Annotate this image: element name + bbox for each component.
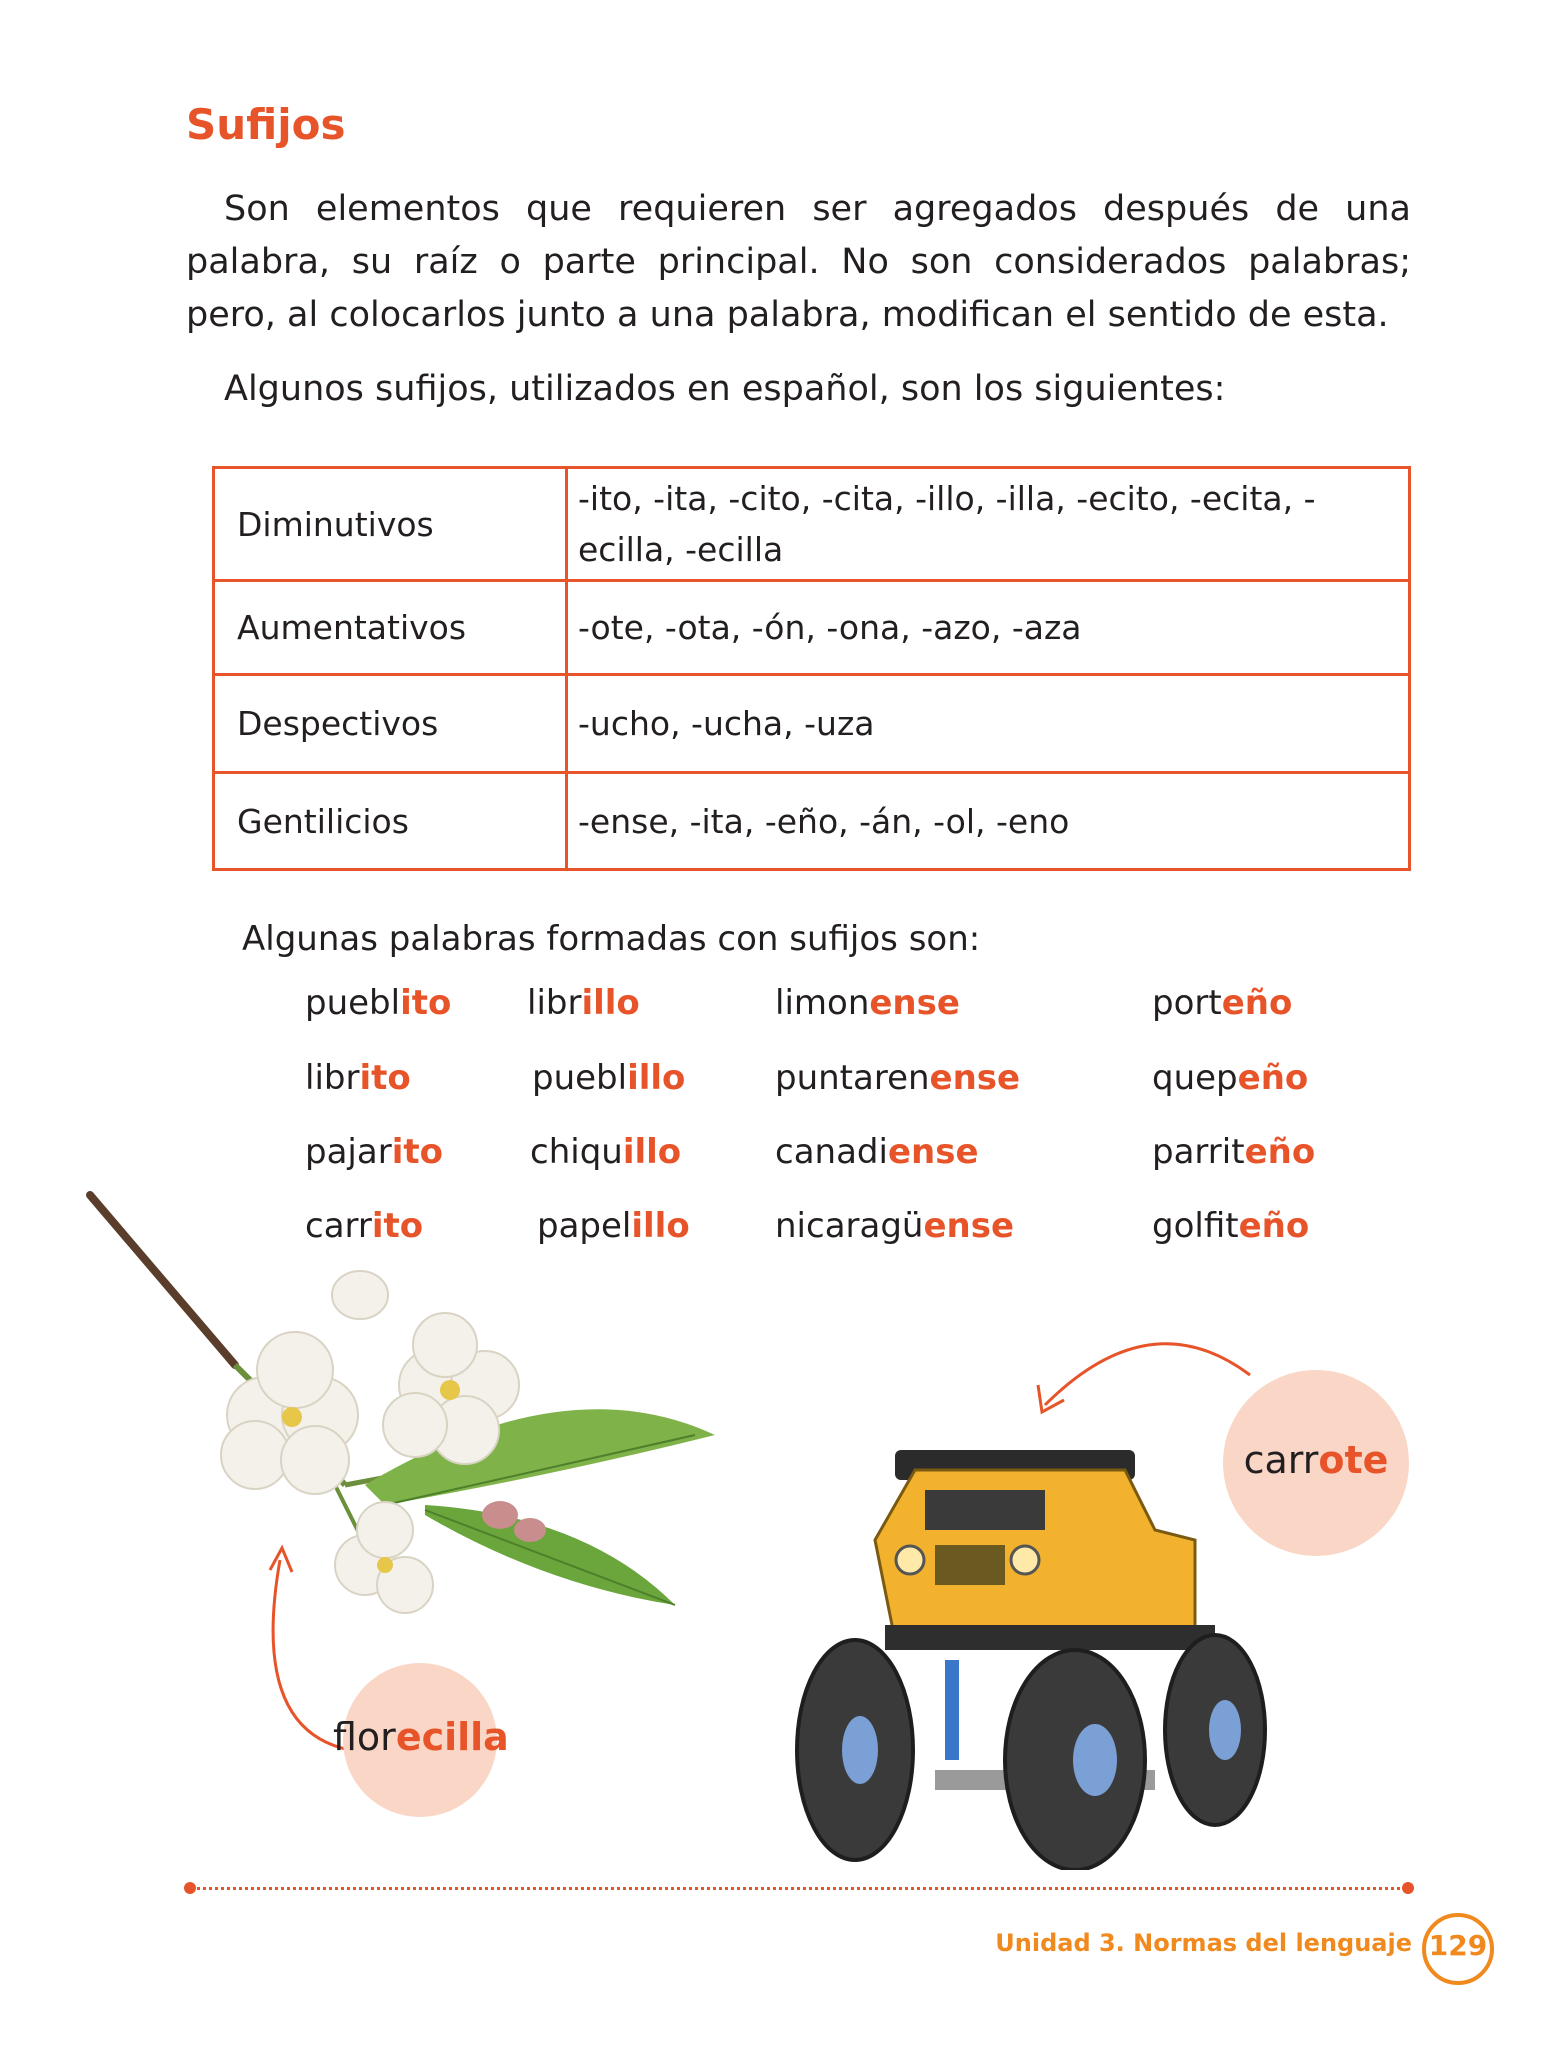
suffixes-cell: -ucho, -ucha, -uza bbox=[567, 675, 1410, 773]
category-cell: Gentilicios bbox=[214, 773, 567, 870]
example-word: pueblillo bbox=[532, 1058, 686, 1098]
example-word: pajarito bbox=[305, 1132, 443, 1172]
flower-word-bubble: florecilla bbox=[343, 1663, 497, 1817]
category-cell: Despectivos bbox=[214, 675, 567, 773]
monster-truck-illustration bbox=[795, 1410, 1295, 1870]
example-word: nicaragüense bbox=[775, 1206, 1015, 1246]
car-word-bubble: carrote bbox=[1223, 1370, 1409, 1556]
table-row bbox=[214, 468, 1410, 581]
example-word: quepeño bbox=[1152, 1058, 1309, 1098]
example-word: pueblito bbox=[305, 983, 452, 1023]
table-row bbox=[214, 581, 1410, 675]
page-number: 129 bbox=[1422, 1913, 1494, 1985]
example-word: librito bbox=[305, 1058, 411, 1098]
example-word: parriteño bbox=[1152, 1132, 1316, 1172]
category-cell: Aumentativos bbox=[214, 581, 567, 675]
footer-divider bbox=[190, 1887, 1408, 1890]
example-word: golfiteño bbox=[1152, 1206, 1310, 1246]
table-row bbox=[214, 773, 1410, 870]
example-word: chiquillo bbox=[530, 1132, 682, 1172]
suffixes-cell: -ense, -ita, -eño, -án, -ol, -eno bbox=[567, 773, 1410, 870]
example-word: papelillo bbox=[537, 1206, 690, 1246]
suffix-table bbox=[212, 466, 1411, 871]
table-row bbox=[214, 675, 1410, 773]
category-cell: Diminutivos bbox=[214, 468, 567, 581]
footer-unit-title: Unidad 3. Normas del lenguaje bbox=[995, 1929, 1412, 1957]
example-word: porteño bbox=[1152, 983, 1293, 1023]
suffixes-cell: -ote, -ota, -ón, -ona, -azo, -aza bbox=[567, 581, 1410, 675]
example-word: puntarenense bbox=[775, 1058, 1021, 1098]
examples-intro: Algunas palabras formadas con sufijos son: bbox=[242, 919, 981, 959]
section-heading: Sufijos bbox=[186, 100, 346, 149]
suffixes-cell: -ito, -ita, -cito, -cita, -illo, -illa, -ecito, -ecita, -ecilla, -ecilla bbox=[567, 468, 1410, 581]
curved-arrow-icon bbox=[1030, 1320, 1270, 1420]
footer-divider-dot bbox=[1402, 1882, 1414, 1894]
flower-branch-illustration bbox=[85, 1185, 725, 1685]
example-word: limonense bbox=[775, 983, 960, 1023]
footer-divider-dot bbox=[184, 1882, 196, 1894]
intro-paragraph: Algunos sufijos, utilizados en español, son los siguientes: bbox=[224, 369, 1226, 409]
example-word: librillo bbox=[527, 983, 640, 1023]
definition-paragraph: Son elementos que requieren ser agregados después de una palabra, su raíz o parte principal. No son considerados palabras; pero, al colocarlos junto a una palabra, modifican el sentido de esta. bbox=[186, 189, 1411, 335]
example-word: carrito bbox=[305, 1206, 424, 1246]
example-word: canadiense bbox=[775, 1132, 979, 1172]
